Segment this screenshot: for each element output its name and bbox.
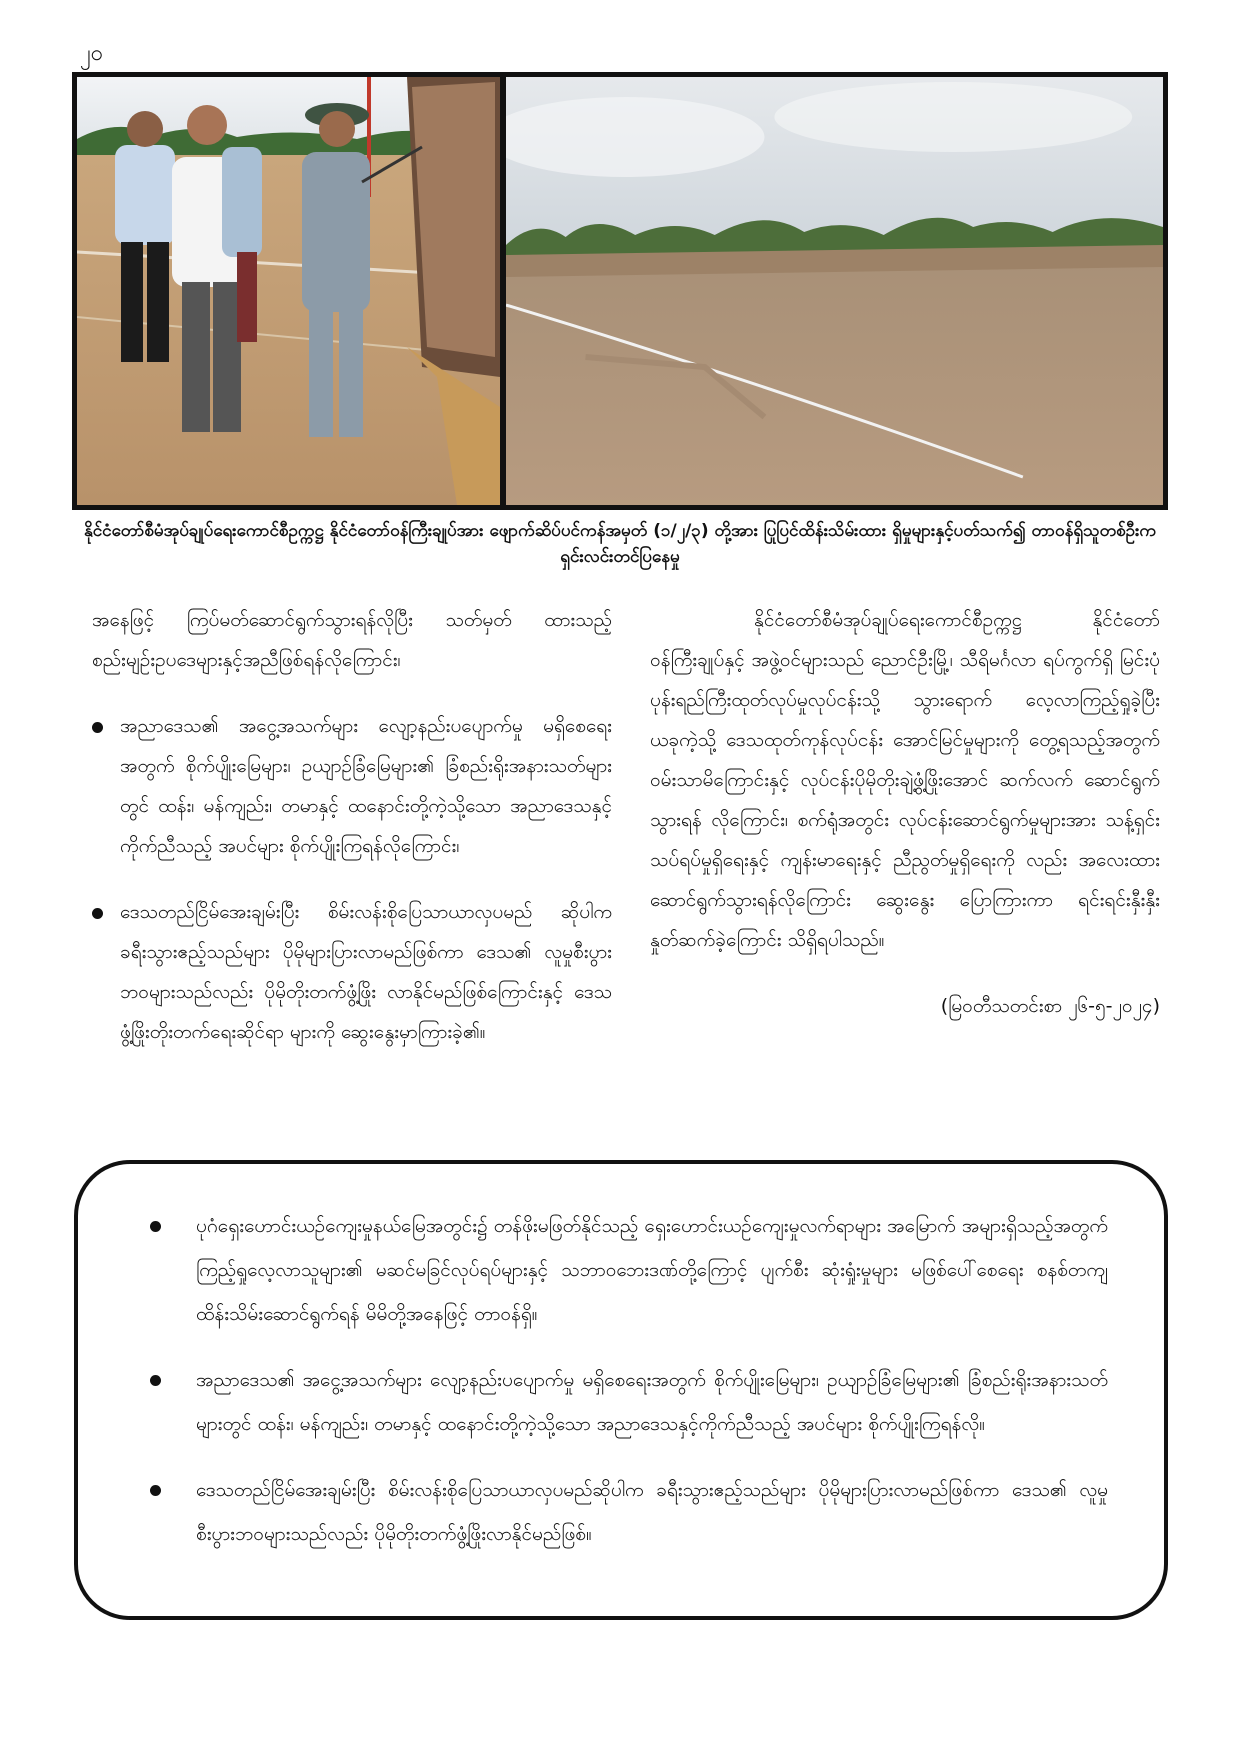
summary-item bbox=[150, 1204, 1108, 1336]
bullet-icon bbox=[150, 1485, 161, 1496]
left-bullet-text: ဒေသတည်ငြိမ်အေးချမ်းပြီး စိမ်းလန်းစိုပြေသာယာလှပမည် ဆိုပါက ခရီးသွားဧည့်သည်များ ပိုမိုများပြားလာမည်ဖြစ်ကာ ဒေသ၏ လူမှုစီးပွားဘဝများသည်လည်း ပိုမိုတိုးတက်ဖွံ့ဖြိုး လာနိုင်မည်ဖြစ်ကြောင်းနှင့် ဒေသဖွံ့ဖြိုးတိုးတက်ရေးဆိုင်ရာ များကို ဆွေးနွေးမှာကြားခဲ့၏။ bbox=[120, 901, 612, 1043]
photo-caption: နိုင်ငံတော်စီမံအုပ်ချုပ်ရေးကောင်စီဥက္ကဋ္ဌ နိုင်ငံတော်ဝန်ကြီးချုပ်အား ဖျောက်ဆိပ်ပင်ကန်အမှတ် (၁/၂/၃) တို့အား ပြုပြင်ထိန်းသိမ်းထား ရှိမှုများနှင့်ပတ်သက်၍ တာဝန်ရှိသူတစ်ဦးက ရှင်းလင်းတင်ပြနေမှု bbox=[83, 521, 1157, 567]
bullet-icon bbox=[150, 1375, 161, 1386]
site-photo-illustration bbox=[506, 77, 1163, 505]
officials-photo-illustration bbox=[77, 77, 500, 505]
photo-cleared-land-site bbox=[506, 77, 1163, 505]
left-column bbox=[92, 600, 612, 1078]
source-citation: (မြဝတီသတင်းစာ ၂၆-၅-၂၀၂၄) bbox=[940, 995, 1160, 1017]
left-bullet-item bbox=[92, 706, 612, 866]
summary-box bbox=[74, 1160, 1168, 1620]
summary-item-text: အညာဒေသ၏ အငွေ့အသက်များ လျော့နည်းပပျောက်မှု မရှိစေရေးအတွက် စိုက်ပျိုးမြေများ၊ ဥယျာဉ်ခြံမြေများ၏ ခြံစည်းရိုးအနားသတ်များတွင် ထန်း၊ မန်ကျည်း၊ တမာနှင့် ထနောင်းတို့ကဲ့သို့သော အညာဒေသနှင့်ကိုက်ညီသည့် အပင်များ စိုက်ပျိုးကြရန်လို။ bbox=[196, 1369, 1108, 1435]
summary-item bbox=[150, 1358, 1108, 1446]
photo-frame bbox=[72, 72, 1168, 510]
bullet-icon bbox=[92, 722, 103, 733]
summary-item-text: ဒေသတည်ငြိမ်အေးချမ်းပြီး စိမ်းလန်းစိုပြေသာယာလှပမည်ဆိုပါက ခရီးသွားဧည့်သည်များ ပိုမိုများပြားလာမည်ဖြစ်ကာ ဒေသ၏ လူမှုစီးပွားဘဝများသည်လည်း ပိုမိုတိုးတက်ဖွံ့ဖြိုးလာနိုင်မည်ဖြစ်။ bbox=[196, 1479, 1108, 1545]
photo-officials-inspecting-map bbox=[77, 77, 500, 505]
summary-item bbox=[150, 1468, 1108, 1556]
left-bullet-item bbox=[92, 892, 612, 1052]
bullet-icon bbox=[92, 908, 103, 919]
right-column bbox=[650, 600, 1160, 1052]
summary-item-text: ပုဂံရှေးဟောင်းယဉ်ကျေးမှုနယ်မြေအတွင်း၌ တန်ဖိုးမဖြတ်နိုင်သည့် ရှေးဟောင်းယဉ်ကျေးမှုလက်ရာများ အမြောက် အများရှိသည့်အတွက် ကြည့်ရှုလေ့လာသူများ၏ မဆင်မခြင်လုပ်ရပ်များနှင့် သဘာဝဘေးဒဏ်တို့ကြောင့် ပျက်စီး ဆုံးရှုံးမှုများ မဖြစ်ပေါ်စေရေး စနစ်တကျ ထိန်းသိမ်းဆောင်ရွက်ရန် မိမိတို့အနေဖြင့် တာဝန်ရှိ။ bbox=[196, 1215, 1108, 1325]
left-intro-paragraph: အနေဖြင့် ကြပ်မတ်ဆောင်ရွက်သွားရန်လိုပြီး သတ်မှတ် ထားသည့် စည်းမျဉ်းဥပဒေများနှင့်အညီဖြစ်ရန်လိုကြောင်း၊ bbox=[92, 609, 612, 671]
left-bullet-text: အညာဒေသ၏ အငွေ့အသက်များ လျော့နည်းပပျောက်မှု မရှိစေရေးအတွက် စိုက်ပျိုးမြေများ၊ ဥယျာဉ်ခြံမြေများ၏ ခြံစည်းရိုးအနားသတ်များတွင် ထန်း၊ မန်ကျည်း၊ တမာနှင့် ထနောင်းတို့ကဲ့သို့သော အညာဒေသနှင့် ကိုက်ညီသည့် အပင်များ စိုက်ပျိုးကြရန်လိုကြောင်း၊ bbox=[120, 715, 612, 857]
bullet-icon bbox=[150, 1221, 161, 1232]
page-number: ၂၀ bbox=[80, 41, 104, 66]
right-paragraph: နိုင်ငံတော်စီမံအုပ်ချုပ်ရေးကောင်စီဥက္ကဋ္ဌ နိုင်ငံတော် ဝန်ကြီးချုပ်နှင့် အဖွဲ့ဝင်များသည် ညောင်ဦးမြို့၊ သီရိမင်္ဂလာ ရပ်ကွက်ရှိ မြင်းပုံပုန်းရည်ကြီးထုတ်လုပ်မှုလုပ်ငန်းသို့ သွားရောက် လေ့လာကြည့်ရှုခဲ့ပြီး ယခုကဲ့သို့ ဒေသထုတ်ကုန်လုပ်ငန်း အောင်မြင်မှုများကို တွေ့ရသည့်အတွက် ဝမ်းသာမိကြောင်းနှင့် လုပ်ငန်းပိုမိုတိုးချဲ့ဖွံ့ဖြိုးအောင် ဆက်လက် ဆောင်ရွက်သွားရန် လိုကြောင်း၊ စက်ရုံအတွင်း လုပ်ငန်းဆောင်ရွက်မှုများအား သန့်ရှင်းသပ်ရပ်မှုရှိရေးနှင့် ကျန်းမာရေးနှင့် ညီညွတ်မှုရှိရေးကို လည်း အလေးထားဆောင်ရွက်သွားရန်လိုကြောင်း ဆွေးနွေး ပြောကြားကာ ရင်းရင်းနှီးနှီးနှုတ်ဆက်ခဲ့ကြောင်း သိရှိရပါသည်။ bbox=[650, 609, 1160, 951]
